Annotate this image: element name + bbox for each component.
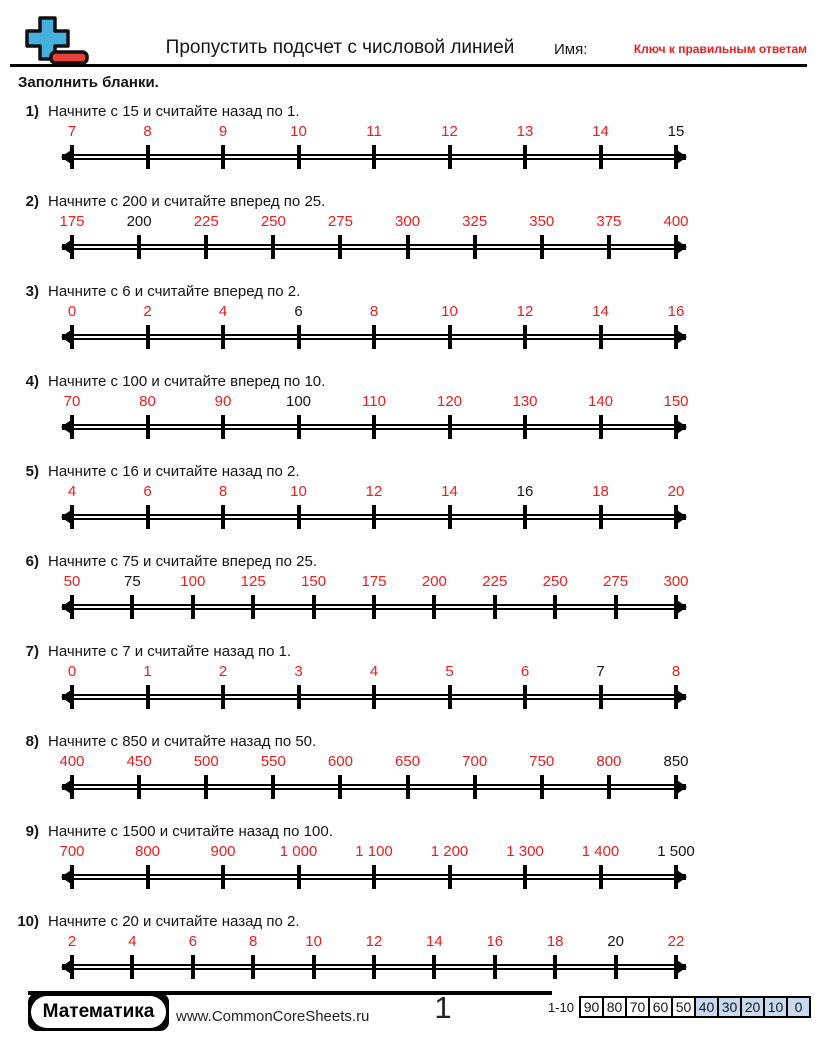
answer-number: 4 [369, 663, 379, 680]
tick-mark [599, 505, 603, 529]
answer-number: 4 [67, 483, 77, 500]
score-cell: 80 [602, 996, 627, 1018]
logo-minus-shape [51, 52, 87, 63]
tick-mark [70, 235, 74, 259]
tick-mark [338, 235, 342, 259]
tick-mark [271, 235, 275, 259]
tick-mark [674, 955, 678, 979]
tick-mark [70, 595, 74, 619]
answer-number: 14 [592, 303, 609, 320]
answer-number: 16 [667, 303, 685, 320]
tick-mark [130, 595, 134, 619]
numberline-labels [62, 933, 686, 951]
tick-mark [204, 235, 208, 259]
tick-mark [70, 865, 74, 889]
answer-number: 8 [369, 303, 379, 320]
name-label: Имя: [554, 41, 588, 58]
given-number: 20 [607, 933, 624, 950]
answer-number: 150 [301, 573, 327, 590]
tick-mark [70, 775, 74, 799]
problem-instruction: Начните с 6 и считайте вперед по 2. [48, 283, 301, 300]
answer-number: 9 [218, 123, 228, 140]
tick-mark [221, 865, 225, 889]
answer-number: 13 [516, 123, 534, 140]
tick-mark [70, 685, 74, 709]
answer-number: 6 [143, 483, 152, 500]
score-cell: 90 [579, 996, 604, 1018]
answer-number: 1 100 [355, 843, 393, 860]
tick-mark [674, 415, 678, 439]
answer-number: 650 [395, 753, 421, 770]
score-cell: 50 [671, 996, 696, 1018]
tick-mark [191, 955, 195, 979]
tick-mark [448, 415, 452, 439]
answer-number: 300 [395, 213, 421, 230]
tick-mark [674, 865, 678, 889]
tick-mark [372, 865, 376, 889]
answer-number: 70 [63, 393, 81, 410]
commoncoresheets-logo-icon [13, 15, 95, 72]
answer-number: 0 [67, 663, 77, 680]
tick-mark [251, 595, 255, 619]
numberline-axis [62, 244, 686, 250]
answer-number: 12 [516, 303, 534, 320]
tick-mark [251, 955, 255, 979]
tick-mark [146, 685, 150, 709]
problem-block [0, 733, 816, 802]
tick-mark [448, 325, 452, 349]
subject-badge [28, 993, 169, 1031]
problem-head [0, 373, 816, 393]
answer-number: 90 [214, 393, 232, 410]
tick-mark [70, 955, 74, 979]
tick-mark [674, 325, 678, 349]
answer-number: 8 [143, 123, 152, 140]
numberline-axis [62, 784, 686, 790]
tick-mark [448, 145, 452, 169]
answer-number: 12 [365, 483, 383, 500]
tick-mark [448, 685, 452, 709]
number-line [59, 753, 689, 802]
numberline-labels [62, 123, 686, 141]
tick-mark [297, 325, 301, 349]
answer-number: 8 [249, 933, 258, 950]
given-number: 100 [285, 393, 312, 410]
answer-number: 700 [462, 753, 488, 770]
answer-number: 18 [546, 933, 564, 950]
tick-mark [130, 955, 134, 979]
tick-mark [137, 235, 141, 259]
answer-number: 2 [218, 663, 228, 680]
answer-number: 4 [218, 303, 228, 320]
tick-mark [70, 415, 74, 439]
answer-number: 300 [663, 573, 689, 590]
subject-badge-label: Математика [31, 996, 166, 1028]
page-title: Пропустить подсчет с числовой линией [165, 37, 515, 58]
answer-number: 14 [441, 483, 458, 500]
problem-head [0, 733, 816, 753]
answer-number: 6 [188, 933, 197, 950]
answer-number: 130 [512, 393, 538, 410]
answer-key-label: Ключ к правильным ответам [633, 42, 807, 56]
answer-number: 14 [592, 123, 609, 140]
tick-mark [372, 415, 376, 439]
plus-minus-logo-icon [13, 15, 95, 67]
problem-head [0, 463, 816, 483]
given-number: 6 [294, 303, 303, 320]
answer-number: 110 [362, 393, 386, 410]
answer-number: 10 [290, 483, 307, 500]
problem-number: 3) [25, 283, 39, 300]
problem-number: 2) [25, 193, 39, 210]
numberline-labels [59, 213, 689, 231]
tick-mark [372, 145, 376, 169]
number-line [62, 123, 686, 172]
answer-number: 350 [529, 213, 555, 230]
problem-head [0, 913, 816, 933]
answer-number: 150 [663, 393, 689, 410]
answer-number: 11 [366, 123, 382, 140]
numberline-labels [62, 483, 686, 501]
problem-number: 10) [17, 913, 39, 930]
problem-block [0, 193, 816, 262]
tick-mark [553, 595, 557, 619]
tick-mark [523, 325, 527, 349]
problem-block [0, 463, 816, 532]
answer-number: 200 [421, 573, 447, 590]
given-number: 16 [516, 483, 534, 500]
tick-mark [297, 685, 301, 709]
numberline-labels [62, 573, 689, 591]
tick-mark [297, 145, 301, 169]
tick-mark [406, 235, 410, 259]
tick-mark [221, 685, 225, 709]
answer-number: 1 200 [430, 843, 469, 860]
tick-mark [523, 865, 527, 889]
website-url: www.CommonCoreSheets.ru [176, 1008, 370, 1025]
problem-instruction: Начните с 20 и считайте назад по 2. [48, 913, 300, 930]
given-number: 200 [126, 213, 152, 230]
tick-mark [432, 595, 436, 619]
problem-head [0, 283, 816, 303]
tick-mark [221, 145, 225, 169]
numberline-labels [62, 303, 686, 321]
problem-block [0, 373, 816, 442]
problem-block [0, 913, 816, 982]
answer-number: 50 [63, 573, 81, 590]
problem-number: 4) [25, 373, 39, 390]
tick-mark [70, 325, 74, 349]
answer-number: 450 [126, 753, 152, 770]
score-strip [548, 996, 811, 1018]
tick-mark [137, 775, 141, 799]
problem-number: 9) [25, 823, 39, 840]
tick-mark [599, 685, 603, 709]
answer-number: 900 [210, 843, 236, 860]
tick-mark [312, 595, 316, 619]
answer-number: 6 [520, 663, 530, 680]
score-cell: 40 [694, 996, 719, 1018]
score-cell: 30 [717, 996, 742, 1018]
numberline-labels [59, 843, 695, 861]
answer-number: 14 [426, 933, 443, 950]
answer-number: 10 [441, 303, 458, 320]
problems-list [0, 103, 816, 982]
tick-mark [372, 505, 376, 529]
tick-mark [553, 955, 557, 979]
answer-number: 600 [327, 753, 353, 770]
problem-instruction: Начните с 850 и считайте назад по 50. [48, 733, 317, 750]
answer-number: 18 [592, 483, 609, 500]
answer-number: 400 [59, 753, 85, 770]
problem-instruction: Начните с 1500 и считайте назад по 100. [48, 823, 333, 840]
tick-mark [191, 595, 195, 619]
answer-number: 500 [193, 753, 219, 770]
answer-number: 2 [67, 933, 77, 950]
number-line [62, 663, 686, 712]
problem-block [0, 643, 816, 712]
score-cell: 0 [786, 996, 811, 1018]
answer-number: 225 [482, 573, 508, 590]
tick-mark [607, 235, 611, 259]
answer-number: 3 [294, 663, 303, 680]
tick-mark [674, 145, 678, 169]
answer-number: 100 [180, 573, 206, 590]
number-line [59, 213, 689, 262]
score-cell: 20 [740, 996, 765, 1018]
tick-mark [146, 865, 150, 889]
number-line [59, 843, 695, 892]
answer-number: 1 400 [581, 843, 620, 860]
problem-instruction: Начните с 15 и считайте назад по 1. [48, 103, 300, 120]
tick-mark [448, 505, 452, 529]
answer-number: 80 [139, 393, 156, 410]
tick-mark [221, 325, 225, 349]
answer-number: 125 [240, 573, 266, 590]
page-number: 1 [434, 990, 452, 1025]
tick-mark [70, 145, 74, 169]
problem-instruction: Начните с 7 и считайте назад по 1. [48, 643, 292, 660]
tick-mark [297, 865, 301, 889]
tick-mark [221, 415, 225, 439]
problem-instruction: Начните с 200 и считайте вперед по 25. [48, 193, 326, 210]
answer-number: 10 [305, 933, 322, 950]
answer-number: 22 [667, 933, 685, 950]
tick-mark [614, 955, 618, 979]
tick-mark [146, 415, 150, 439]
tick-mark [493, 595, 497, 619]
tick-mark [372, 685, 376, 709]
answer-number: 7 [67, 123, 77, 140]
answer-number: 140 [587, 393, 614, 410]
tick-mark [473, 775, 477, 799]
answer-number: 4 [128, 933, 137, 950]
problem-number: 7) [25, 643, 39, 660]
number-line [62, 933, 686, 982]
answer-number: 275 [327, 213, 353, 230]
tick-mark [146, 145, 150, 169]
answer-number: 750 [529, 753, 555, 770]
answer-number: 800 [596, 753, 622, 770]
answer-number: 8 [671, 663, 681, 680]
problem-number: 6) [25, 553, 39, 570]
problem-head [0, 823, 816, 843]
tick-mark [432, 955, 436, 979]
problem-head [0, 193, 816, 213]
tick-mark [372, 955, 376, 979]
tick-mark [523, 145, 527, 169]
answer-number: 12 [365, 933, 383, 950]
problem-head [0, 553, 816, 573]
tick-mark [448, 865, 452, 889]
problem-head [0, 643, 816, 663]
section-instruction: Заполнить бланки. [18, 74, 159, 91]
answer-number: 250 [260, 213, 286, 230]
answer-number: 325 [462, 213, 488, 230]
given-number: 1 500 [657, 843, 695, 860]
tick-mark [523, 685, 527, 709]
tick-mark [540, 775, 544, 799]
tick-mark [372, 595, 376, 619]
problem-number: 5) [25, 463, 39, 480]
worksheet-footer [0, 984, 816, 1044]
answer-number: 225 [193, 213, 219, 230]
tick-mark [297, 415, 301, 439]
number-line [62, 573, 689, 622]
answer-number: 16 [486, 933, 504, 950]
tick-mark [146, 505, 150, 529]
tick-mark [312, 955, 316, 979]
tick-mark [221, 505, 225, 529]
numberline-labels [62, 663, 686, 681]
score-cell: 10 [763, 996, 788, 1018]
tick-mark [493, 955, 497, 979]
tick-mark [297, 505, 301, 529]
problem-instruction: Начните с 100 и считайте вперед по 10. [48, 373, 326, 390]
answer-number: 8 [218, 483, 228, 500]
answer-number: 175 [59, 213, 85, 230]
problem-instruction: Начните с 16 и считайте назад по 2. [48, 463, 300, 480]
problem-block [0, 553, 816, 622]
answer-number: 550 [260, 753, 286, 770]
answer-number: 0 [67, 303, 77, 320]
answer-number: 1 [143, 663, 152, 680]
answer-number: 120 [436, 393, 463, 410]
given-number: 850 [663, 753, 689, 770]
given-number: 15 [667, 123, 685, 140]
tick-mark [540, 235, 544, 259]
tick-mark [271, 775, 275, 799]
answer-number: 1 300 [506, 843, 544, 860]
worksheet-header [10, 0, 807, 67]
score-cell: 60 [648, 996, 673, 1018]
tick-mark [607, 775, 611, 799]
tick-mark [599, 325, 603, 349]
answer-number: 375 [596, 213, 622, 230]
tick-mark [204, 775, 208, 799]
score-table [581, 996, 811, 1018]
tick-mark [473, 235, 477, 259]
tick-mark [523, 505, 527, 529]
tick-mark [599, 415, 603, 439]
problem-block [0, 103, 816, 172]
given-number: 7 [596, 663, 605, 680]
answer-number: 1 000 [279, 843, 318, 860]
answer-number: 800 [134, 843, 161, 860]
answer-number: 12 [441, 123, 458, 140]
answer-number: 700 [59, 843, 85, 860]
problem-block [0, 283, 816, 352]
tick-mark [674, 505, 678, 529]
tick-mark [674, 685, 678, 709]
problem-number: 8) [25, 733, 39, 750]
answer-number: 175 [361, 573, 387, 590]
score-range-label: 1-10 [547, 999, 574, 1015]
tick-mark [674, 775, 678, 799]
tick-mark [406, 775, 410, 799]
tick-mark [599, 865, 603, 889]
tick-mark [674, 235, 678, 259]
number-line [62, 303, 686, 352]
answer-number: 275 [603, 573, 629, 590]
problem-block [0, 823, 816, 892]
problem-number: 1) [25, 103, 39, 120]
tick-mark [146, 325, 150, 349]
numberline-labels [59, 753, 689, 771]
given-number: 75 [124, 573, 141, 590]
tick-mark [614, 595, 618, 619]
tick-mark [338, 775, 342, 799]
answer-number: 20 [667, 483, 685, 500]
score-cell: 70 [625, 996, 650, 1018]
number-line [62, 483, 686, 532]
tick-mark [523, 415, 527, 439]
numberline-labels [62, 393, 689, 411]
answer-number: 400 [663, 213, 689, 230]
number-line [62, 393, 689, 442]
answer-number: 5 [445, 663, 454, 680]
answer-number: 10 [290, 123, 307, 140]
answer-number: 250 [542, 573, 568, 590]
tick-mark [372, 325, 376, 349]
tick-mark [599, 145, 603, 169]
tick-mark [70, 505, 74, 529]
answer-number: 2 [143, 303, 152, 320]
problem-head [0, 103, 816, 123]
problem-instruction: Начните с 75 и считайте вперед по 25. [48, 553, 317, 570]
tick-mark [674, 595, 678, 619]
